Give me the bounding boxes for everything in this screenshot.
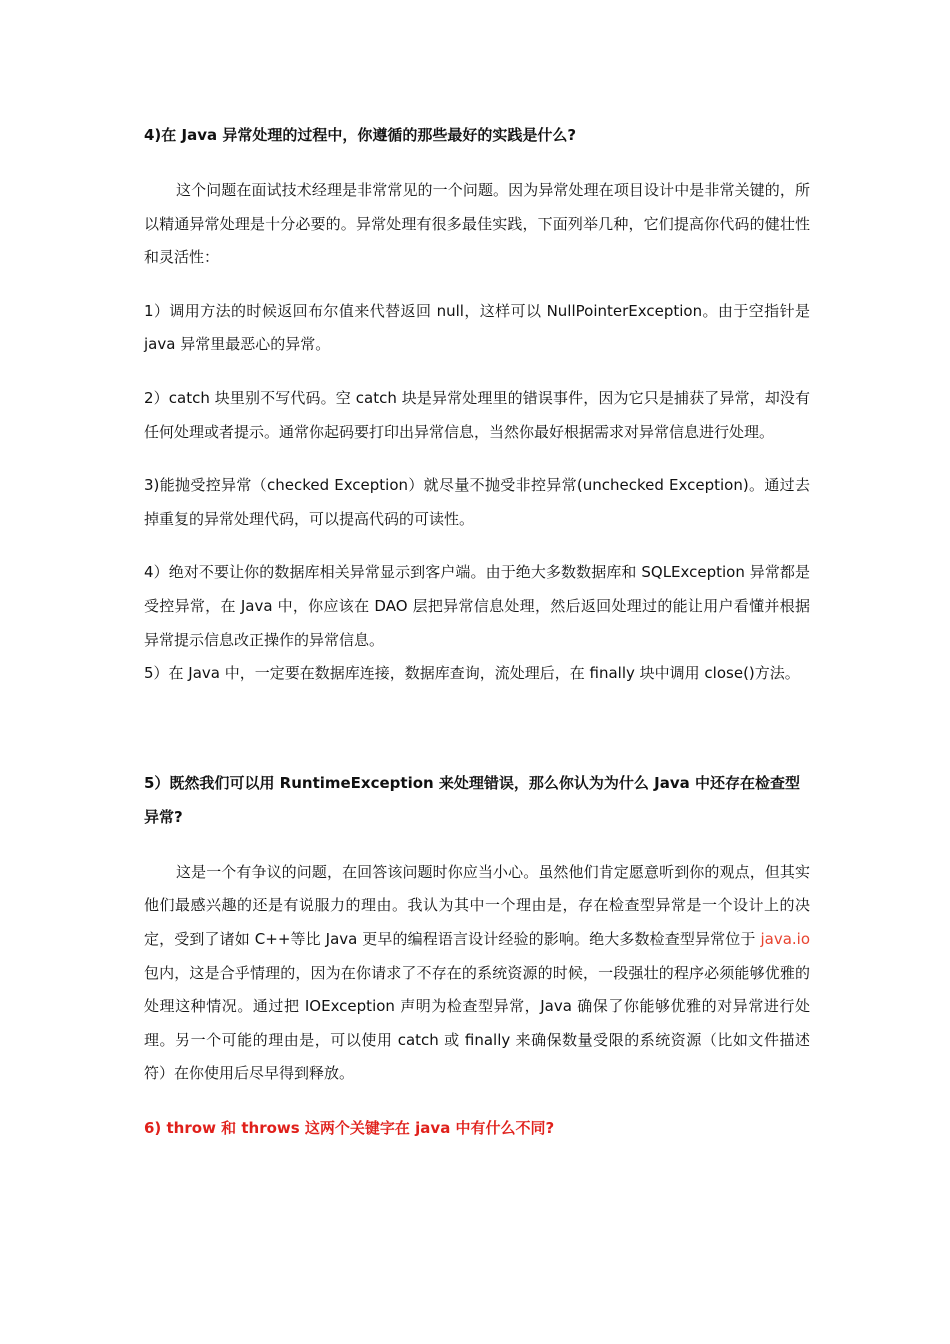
q4-heading: 4)在 Java 异常处理的过程中，你遵循的那些最好的实践是什么?	[144, 126, 577, 144]
q5-body-text-2: 包内，这是合乎情理的，因为在你请求了不存在的系统资源的时候，一段强壮的程序必须能够优雅的处理这种情况。通过把 IOException 声明为检查型异常，Java 确保了你能够优雅的对异常进行处理。另一个可能的理由是，可以使用 catch 或 finally 来确保数量受限的系统资源（比如文件描述符）在你使用后尽早得到释放。	[144, 963, 810, 1083]
q5-body-paragraph	[144, 856, 810, 1091]
document-page	[144, 118, 810, 1145]
q4-intro-paragraph: 这个问题在面试技术经理是非常常见的一个问题。因为异常处理在项目设计中是非常关键的，所以精通异常处理是十分必要的。异常处理有很多最佳实践，下面列举几种，它们提高你代码的健壮性和灵活性：	[144, 181, 810, 267]
q5-body-text-1: 这是一个有争议的问题，在回答该问题时你应当小心。虽然他们肯定愿意听到你的观点，但其实他们最感兴趣的还是有说服力的理由。我认为其中一个理由是，存在检查型异常是一个设计上的决定，受到了诸如 C++等比 Java 更早的编程语言设计经验的影响。绝大多数检查型异常位于	[144, 862, 810, 948]
q4-item-5: 5）在 Java 中，一定要在数据库连接，数据库查询，流处理后，在 finally 块中调用 close()方法。	[144, 664, 800, 683]
q5-heading: 5）既然我们可以用 RuntimeException 来处理错误，那么你认为为什么 Java 中还存在检查型异常?	[144, 773, 800, 826]
java-io-link[interactable]: java.io	[760, 929, 810, 948]
q4-item-3: 3)能抛受控异常（checked Exception）就尽量不抛受非控异常(unchecked Exception)。通过去掉重复的异常处理代码，可以提高代码的可读性。	[144, 476, 810, 528]
q4-item-4: 4）绝对不要让你的数据库相关异常显示到客户端。由于绝大多数数据库和 SQLException 异常都是受控异常，在 Java 中，你应该在 DAO 层把异常信息处理，然后返回处理过的能让用户看懂并根据异常提示信息改正操作的异常信息。	[144, 563, 810, 649]
q6-heading: 6) throw 和 throws 这两个关键字在 java 中有什么不同?	[144, 1118, 555, 1137]
q4-item-1: 1）调用方法的时候返回布尔值来代替返回 null，这样可以 NullPointerException。由于空指针是 java 异常里最恶心的异常。	[144, 301, 810, 354]
q4-item-2: 2）catch 块里别不写代码。空 catch 块是异常处理里的错误事件，因为它只是捕获了异常，却没有任何处理或者提示。通常你起码要打印出异常信息，当然你最好根据需求对异常信息进行处理。	[144, 388, 810, 441]
